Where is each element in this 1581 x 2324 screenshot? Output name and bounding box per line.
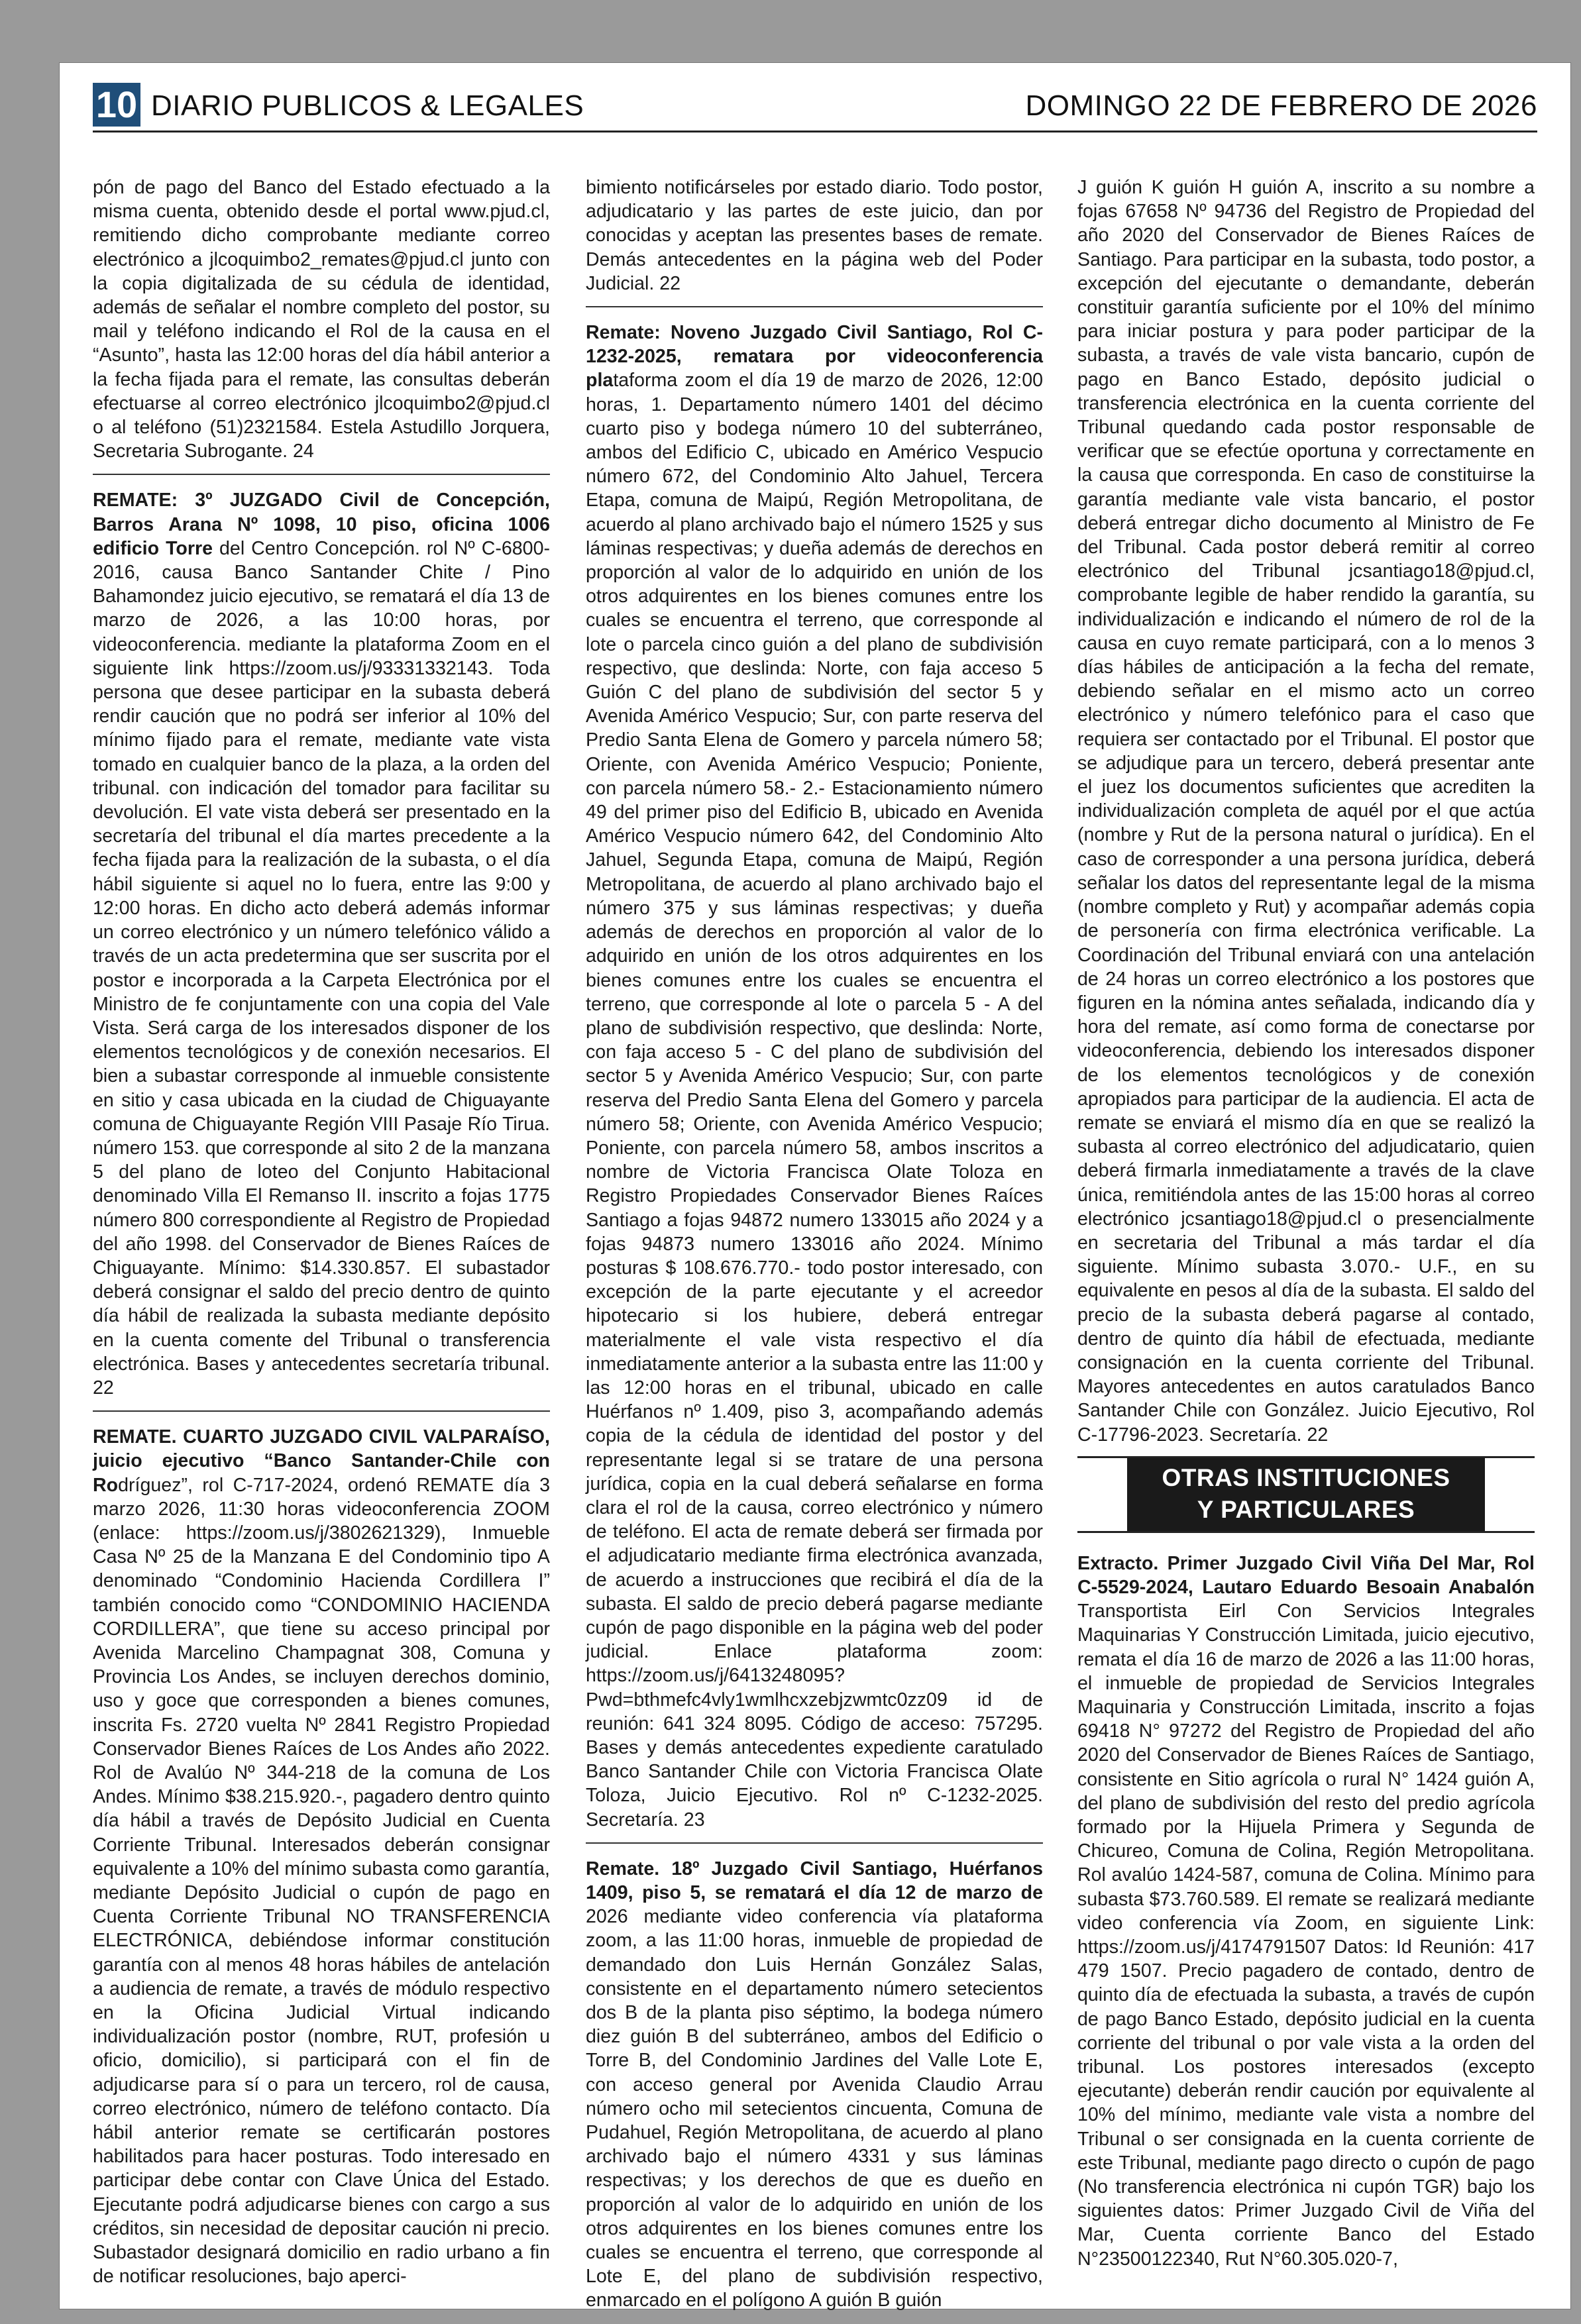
notice-valparaiso-continuation — [586, 176, 1043, 295]
section-title-line-1: OTRAS INSTITUCIONES — [1162, 1463, 1450, 1491]
notice-concepcion — [93, 488, 550, 1400]
notice-body: taforma zoom el día 19 de marzo de 2026, 12:00 horas, 1. Departamento número 1401 del décimo cuarto piso y bodega número 10 del subterráneo, ambos del Edificio C, ubicado en Américo Vespucio número 672, del Condominio Alto Jahuel, Tercera Etapa, comuna de Maipú, Región Metropolitana, de acuerdo al plano archivado bajo el número 1525 y sus láminas respectivas; y dueña además de derechos en proporción al valor de lo adquirido en unión de los otros adquirentes en los bienes comunes entre los cuales se encuentra el terreno, que corresponde al lote o parcela cinco guión a del plano de subdivisión respectivo, que deslinda: Norte, con faja acceso 5 Guión C del plano de subdivisión del sector 5 y Avenida Américo Vespucio; Sur, con parte reserva del Predio Santa Elena de Gomero y parcela número 58; Oriente, con Avenida Américo Vespucio; Poniente, con parcela número 58.- 2.- Estacionamiento número 49 del primer piso del Edificio B, ubicado en Avenida Américo Vespucio número 642, del Condominio Alto Jahuel, Segunda Etapa, comuna de Maipú, Región Metropolitana, de acuerdo al plano archivado bajo el número 375 y sus láminas respectivas; y dueña además de derechos en proporción al valor de lo adquirido en unión de los otros adquirentes en los bienes comunes entre los cuales se encuentra el terreno, que corresponde al lote o parcela 5 - A del plano de subdivisión respectivo, que deslinda: Norte, con faja acceso 5 - C del plano de subdivisión del sector 5 y Avenida Américo Vespucio; Sur, con parte reserva del Predio Santa Elena del Gomero y parcela número 58; Oriente, con Avenida Américo Vespucio; Poniente, con parcela número 58, ambos inscritos a nombre de Victoria Francisca Olate Toloza en Registro Propiedades Conservador Bienes Raíces Santiago a fojas 94872 numero 133015 año 2024 y a fojas 94873 numero 133016 año 2024. Mínimo posturas $ 108.676.770.- todo postor interesado, con excepción de la parte ejecutante y el acreedor hipotecario si los hubiere, deberá entregar materialmente el vale vista respectivo el día inmediatamente anterior a la subasta entre las 11:00 y las 12:00 horas en el tribunal, ubicado en calle Huérfanos nº 1.409, piso 3, acompañando además copia de la cédula de identidad del postor y del representante legal si se tratare de una persona jurídica, copia en la cual deberá señalarse en forma clara el rol de la causa, correo electrónico y número de teléfono. El acta de remate deberá ser firmada por el adjudicatario mediante firma electrónica avanzada, de acuerdo a instrucciones que recibirá el día de la subasta. El saldo de precio deberá pagarse mediante cupón de pago disponible en la página web del poder judicial. Enlace plataforma zoom: https://zoom.us/j/6413248095?Pwd=bthmefc4vly1wmlhcxzebjzwmtc0zz09 id de reunión: 641 324 8095. Código de acceso: 757295. Bases y demás antecedentes expediente caratulado Banco Santander Chile con Victoria Francisca Olate Toloza, Juicio Ejecutivo. Rol nº C-1232-2025. Secretaría. 23 — [586, 370, 1043, 1830]
notice-noveno-santiago — [586, 321, 1043, 1832]
notice-body: bimiento notificárseles por estado diario. Todo postor, adjudicatario y las partes de este juicio, dan por conocidas y aceptan las presentes bases de remate. Demás antecedentes en la página web del Poder Judicial. 22 — [586, 177, 1043, 294]
notice-divider — [93, 474, 550, 475]
section-title-line-2: Y PARTICULARES — [1197, 1495, 1415, 1523]
page-header — [93, 83, 1537, 132]
notice-body: del Centro Concepción. rol Nº C-6800-2016, causa Banco Santander Chite / Pino Bahamondez juicio ejecutivo, se rematará el día 13 de marzo de 2026, a las 10:00 horas, por videoconferencia. mediante la plataforma Zoom en el siguiente link https://zoom.us/j/93331332143. Toda persona que desee participar en la subasta deberá rendir caución que no podrá ser inferior al 10% del mínimo fijado para el remate, mediante vate vista tomado en cualquier banco de la plaza, a la orden del tribunal. con indicación del tomador para facilitar su devolución. El vate vista deberá ser presentado en la secretaría del tribunal el día martes precedente a la fecha fijada para la realización de la subasta, o el día hábil siguiente si aquel no lo fuera, entre las 9:00 y 12:00 horas. En dicho acto deberá además informar un correo electrónico y un número telefónico válido a través de un acta predetermina que ser suscrita por el postor e incorporada a la Carpeta Electrónica por el Ministro de fe conjuntamente con una copia del Vale Vista. Será carga de los interesados disponer de los elementos tecnológicos y de conexión necesarios. El bien a subastar corresponde al inmueble consistente en sitio y casa ubicada en la ciudad de Chiguayante comuna de Chiguayante Región VIII Pasaje Río Tirua. número 153. que corresponde al sito 2 de la manzana 5 del plano de loteo del Conjunto Habitacional denominado Villa El Remanso II. inscrito a fojas 1775 número 800 correspondiente al Registro de Propiedad del año 1998. del Conservador de Bienes Raíces de Chiguayante. Mínimo: $14.330.857. El subastador deberá consignar el saldo del precio dentro de quinto día hábil de realizada la subasta mediante depósito en la cuenta comente del Tribunal o transferencia electrónica. Bases y antecedentes secretaría tribunal. 22 — [93, 537, 550, 1399]
notice-divider — [586, 1842, 1043, 1844]
notice-body: 2026 mediante video conferencia vía plataforma zoom, a las 11:00 horas, inmueble de propiedad de demandado don Luis Hernán González Salas, consistente en el departamento número setecientos dos B de la planta piso séptimo, la bodega número diez guión B del subterráneo, ambos del Edificio o Torre B, del Condominio Jardines del Valle Lote E, con acceso general por Avenida Claudio Arrau número ocho mil setecientos cincuenta, Comuna de Pudahuel, Región Metropolitana, de acuerdo al plano archivado bajo el número 4331 y sus láminas respectivas; y los derechos de que es dueño en proporción al valor de lo adquirido en unión de los otros adquirentes en los bienes comunes entre los cuales se encuentra el terreno, que corresponde al Lote E, del plano de subdivisión respectivo, enmarcado en el polígono A guión B guión — [586, 1906, 1043, 2311]
column-3 — [1077, 176, 1535, 2289]
notice-heading: Extracto. Primer Juzgado Civil Viña Del Mar, Rol C-5529-2024, Lautaro Eduardo Besoain Anabalón — [1077, 1552, 1535, 1598]
notice-divider — [586, 306, 1043, 307]
section-rule — [1077, 1531, 1535, 1533]
notice-body: Transportista Eirl Con Servicios Integrales Maquinarias Y Construcción Limitada, juicio ejecutivo, remata el día 16 de marzo de 2026 a las 11:00 horas, el inmueble de propiedad de Servicios Integrales Maquinaria y Construcción Limitada, inscrito a fojas 69418 N° 97272 del Registro de Propiedad del año 2020 del Conservador de Bienes Raíces de Santiago, consistente en Sitio agrícola o rural N° 1424 guión A, del plano de subdivisión del resto del predio agrícola formado por la Hijuela Primera y Segunda de Chicureo, Comuna de Colina, Región Metropolitana. Rol avalúo 1424-587, comuna de Colina. Mínimo para subasta $73.760.589. El remate se realizará mediante video conferencia vía Zoom, en siguiente Link: https://zoom.us/j/4174791507 Datos: Id Reunión: 417 479 1507. Precio pagadero de contado, dentro de quinto día de efectuada la subasta, a través de cupón de pago Banco Estado, depósito judicial en la cuenta corriente del tribunal o por vale vista a la orden del tribunal. Los postores interesados (excepto ejecutante) deberán rendir caución por equivalente al 10% del mínimo, mediante vale vista a nombre del Tribunal o ser consignada en la cuenta corriente de este Tribunal, mediante pago directo o cupón de pago (No transferencia electrónica ni cupón TGR) bajo los siguientes datos: Primer Juzgado Civil de Viña del Mar, Cuenta corriente Banco del Estado N°23500122340, Rut N°60.305.020-7, — [1077, 1601, 1535, 2270]
publication-date: DOMINGO 22 DE FEBRERO DE 2026 — [1025, 89, 1537, 122]
notice-heading: Remate: Noveno Juzgado Civil Santiago, Rol C-1232-2025, rematara por videoconferencia pla — [586, 322, 1043, 392]
publication-name: DIARIO PUBLICOS & LEGALES — [151, 89, 584, 122]
notice-heading: REMATE. CUARTO JUZGADO CIVIL VALPARAÍSO, juicio ejecutivo “Banco Santander-Chile con Ro — [93, 1426, 550, 1496]
notice-divider — [93, 1410, 550, 1412]
notice-18-santiago-continuation — [1077, 176, 1535, 1447]
notice-heading: REMATE: 3º JUZGADO Civil de Concepción, Barros Arana Nº 1098, 10 piso, oficina 1006 edificio Torre — [93, 490, 550, 559]
page-number: 10 — [93, 83, 140, 127]
notice-vina-del-mar — [1077, 1552, 1535, 2271]
column-1 — [93, 176, 550, 2289]
notice-body: dríguez”, rol C-717-2024, ordenó REMATE día 3 marzo 2026, 11:30 horas videoconferencia ZOOM (enlace: https://zoom.us/j/3802621329), Inmueble Casa Nº 25 de la Manzana E del Condominio tipo A denominado “Condominio Hacienda Cordillera I” también conocido como “CONDOMINIO HACIENDA CORDILLERA”, que tiene su acceso principal por Avenida Marcelino Champagnat 308, Comuna y Provincia Los Andes, se incluyen derechos dominio, uso y goce que corresponden a bienes comunes, inscrita Fs. 2720 vuelta Nº 2841 Registro Propiedad Conservador Bienes Raíces de Los Andes año 2022. Rol de Avalúo Nº 344-218 de la comuna de Los Andes. Mínimo $38.215.920.-, pagadero dentro quinto día hábil a través de Depósito Judicial en Cuenta Corriente Tribunal. Interesados deberán consignar equivalente a 10% del mínimo subasta como garantía, mediante Depósito Judicial o cupón de pago en Cuenta Corriente Tribunal NO TRANSFERENCIA ELECTRÓNICA, debiéndose informar constitución garantía con al menos 48 horas hábiles de antelación a audiencia de remate, a través de módulo respectivo en la Oficina Judicial Virtual indicando individualización postor (nombre, RUT, profesión u oficio, domicilio), si participará con el fin de adjudicarse para sí o para un tercero, rol de causa, correo electrónico, número de teléfono contacto. Día hábil anterior remate se certificarán postores habilitados para hacer posturas. Todo interesado en participar debe contar con Clave Única del Estado. Ejecutante podrá adjudicarse bienes con cargo a sus créditos, sin necesidad de depositar caución ni precio. Subastador designará domicilio en radio urbano a fin de notificar resoluciones, bajo aperci- — [93, 1474, 550, 2288]
notice-valparaiso — [93, 1425, 550, 2288]
notice-coquimbo-continuation — [93, 176, 550, 463]
notice-heading: Remate. 18º Juzgado Civil Santiago, Huérfanos 1409, piso 5, se rematará el día 12 de marzo de — [586, 1858, 1043, 1904]
section-header — [1077, 1456, 1535, 1533]
notice-18-santiago — [586, 1857, 1043, 2313]
section-title-box — [1127, 1458, 1485, 1531]
notice-body: J guión K guión H guión A, inscrito a su nombre a fojas 67658 Nº 94736 del Registro de Propiedad del año 2020 del Conservador de Bienes Raíces de Santiago. Para participar en la subasta, todo postor, a excepción del ejecutante o demandante, deberán constituir garantía suficiente por el 10% del mínimo para iniciar postura y para poder participar de la subasta, a través de vale vista bancario, cupón de pago en Banco Estado, depósito judicial o transferencia electrónica en la cuenta corriente del Tribunal quedando cada postor responsable de verificar que se efectúe oportuna y correctamente en la causa que corresponda. En caso de constituirse la garantía mediante vale vista bancario, el postor deberá entregar dicho documento al Ministro de Fe del Tribunal. Cada postor deberá remitir al correo electrónico del Tribunal jcsantiago18@pjud.cl, comprobante legible de haber rendido la garantía, su individualización e indicando el número de rol de la causa en cuyo remate participará, con a lo menos 3 días hábiles de anticipación a la fecha del remate, debiendo señalar en el mismo acto un correo electrónico y número telefónico para el caso que requiera ser contactado por el Tribunal. El postor que se adjudique para un tercero, deberá presentar ante el juez los documentos suficientes que acrediten la individualización completa de aquél por el que actúa (nombre y Rut de la persona natural o jurídica). En el caso de corresponder a una persona jurídica, deberá señalar los datos del representante legal de la misma (nombre completo y Rut) y acompañar además copia de personería con firma electrónica verificable. La Coordinación del Tribunal enviará con una antelación de 24 horas un correo electrónico a los postores que figuren en la nómina antes señalada, indicando día y hora del remate, así como forma de conectarse por videoconferencia, debiendo los interesados disponer de los elementos tecnológicos y de conexión apropiados para participar de la audiencia. El acta de remate se enviará el mismo día en que se realizó la subasta al correo electrónico del adjudicatario, quien deberá firmarla inmediatamente a través de la clave única, remitiéndola antes de las 15:00 horas al correo electrónico jcsantiago18@pjud.cl o presencialmente en secretaria del Tribunal a más tardar el día siguiente. Mínimo subasta 3.070.- U.F., en su equivalente en pesos al día de la subasta. El saldo del precio de la subasta deberá pagarse al contado, dentro de quinto día hábil de efectuada, mediante consignación en la cuenta corriente del Tribunal. Mayores antecedentes en autos caratulados Banco Santander Chile con González. Juicio Ejecutivo, Rol C-17796-2023. Secretaría. 22 — [1077, 177, 1535, 1446]
column-2 — [586, 176, 1043, 2311]
notice-body: pón de pago del Banco del Estado efectuado a la misma cuenta, obtenido desde el portal www.pjud.cl, remitiendo dicho comprobante mediante correo electrónico a jlcoquimbo2_remates@pjud.cl junto con la copia digitalizada de su cédula de identidad, además de señalar el nombre completo del postor, su mail y teléfono indicando el Rol de la causa en el “Asunto”, hasta las 12:00 horas del día hábil anterior a la fecha fijada para el remate, las consultas deberán efectuarse al correo electrónico jlcoquimbo2@pjud.cl o al teléfono (51)2321584. Estela Astudillo Jorquera, Secretaria Subrogante. 24 — [93, 177, 550, 462]
